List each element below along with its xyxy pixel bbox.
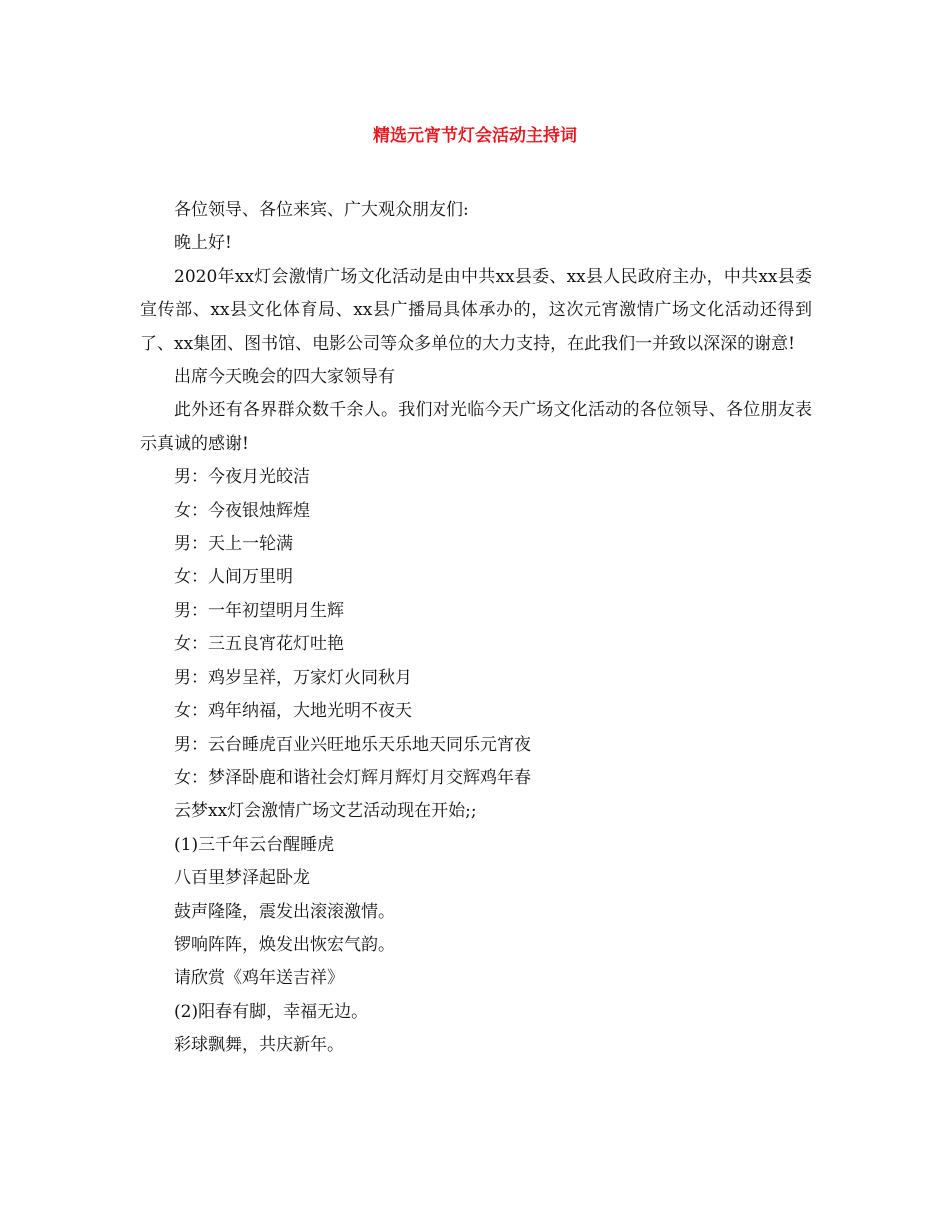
dialogue-line: 女：三五良宵花灯吐艳 <box>174 634 344 655</box>
dialogue-line: 女：人间万里明 <box>174 567 293 588</box>
program-line: 鼓声隆隆，震发出滚滚激情。 <box>174 901 395 922</box>
dialogue-line: 女：鸡年纳福，大地光明不夜天 <box>174 701 412 722</box>
paragraph-thanks: 此外还有各界群众数千余人。我们对光临今天广场文化活动的各位领导、各位朋友表示真诚的感谢! <box>140 400 812 454</box>
dialogue-line: 男：鸡岁呈祥，万家灯火同秋月 <box>174 667 412 688</box>
program-line: (2)阳春有脚，幸福无边。 <box>174 1001 369 1022</box>
document-body <box>140 194 812 1063</box>
paragraph-opening: 云梦xx灯会激情广场文艺活动现在开始;; <box>174 801 477 822</box>
program-line: (1)三千年云台醒睡虎 <box>174 834 335 855</box>
program-line: 锣响阵阵，焕发出恢宏气韵。 <box>174 934 395 955</box>
paragraph-leaders: 出席今天晚会的四大家领导有 <box>174 367 395 388</box>
program-line: 八百里梦泽起卧龙 <box>174 868 310 889</box>
paragraph-intro: 2020年xx灯会激情广场文化活动是由中共xx县委、xx县人民政府主办，中共xx县委宣传部、xx县文化体育局、xx县广播局具体承办的，这次元宵激情广场文化活动还得到了、xx集团、图书馆、电影公司等众多单位的大力支持，在此我们一并致以深深的谢意! <box>140 266 812 354</box>
program-line: 请欣赏《鸡年送吉祥》 <box>174 968 344 989</box>
dialogue-line: 男：一年初望明月生辉 <box>174 600 344 621</box>
dialogue-line: 女：梦泽卧鹿和谐社会灯辉月辉灯月交辉鸡年春 <box>174 767 531 788</box>
dialogue-line: 男：今夜月光皎洁 <box>174 467 310 488</box>
program-line: 彩球飘舞，共庆新年。 <box>174 1035 344 1056</box>
dialogue-line: 女：今夜银烛辉煌 <box>174 500 310 521</box>
paragraph-greeting: 各位领导、各位来宾、广大观众朋友们: <box>174 200 469 220</box>
document-title: 精选元宵节灯会活动主持词 <box>373 126 577 146</box>
paragraph-good-evening: 晚上好! <box>174 233 232 254</box>
dialogue-line: 男：云台睡虎百业兴旺地乐天乐地天同乐元宵夜 <box>174 734 531 755</box>
dialogue-line: 男：天上一轮满 <box>174 534 293 555</box>
